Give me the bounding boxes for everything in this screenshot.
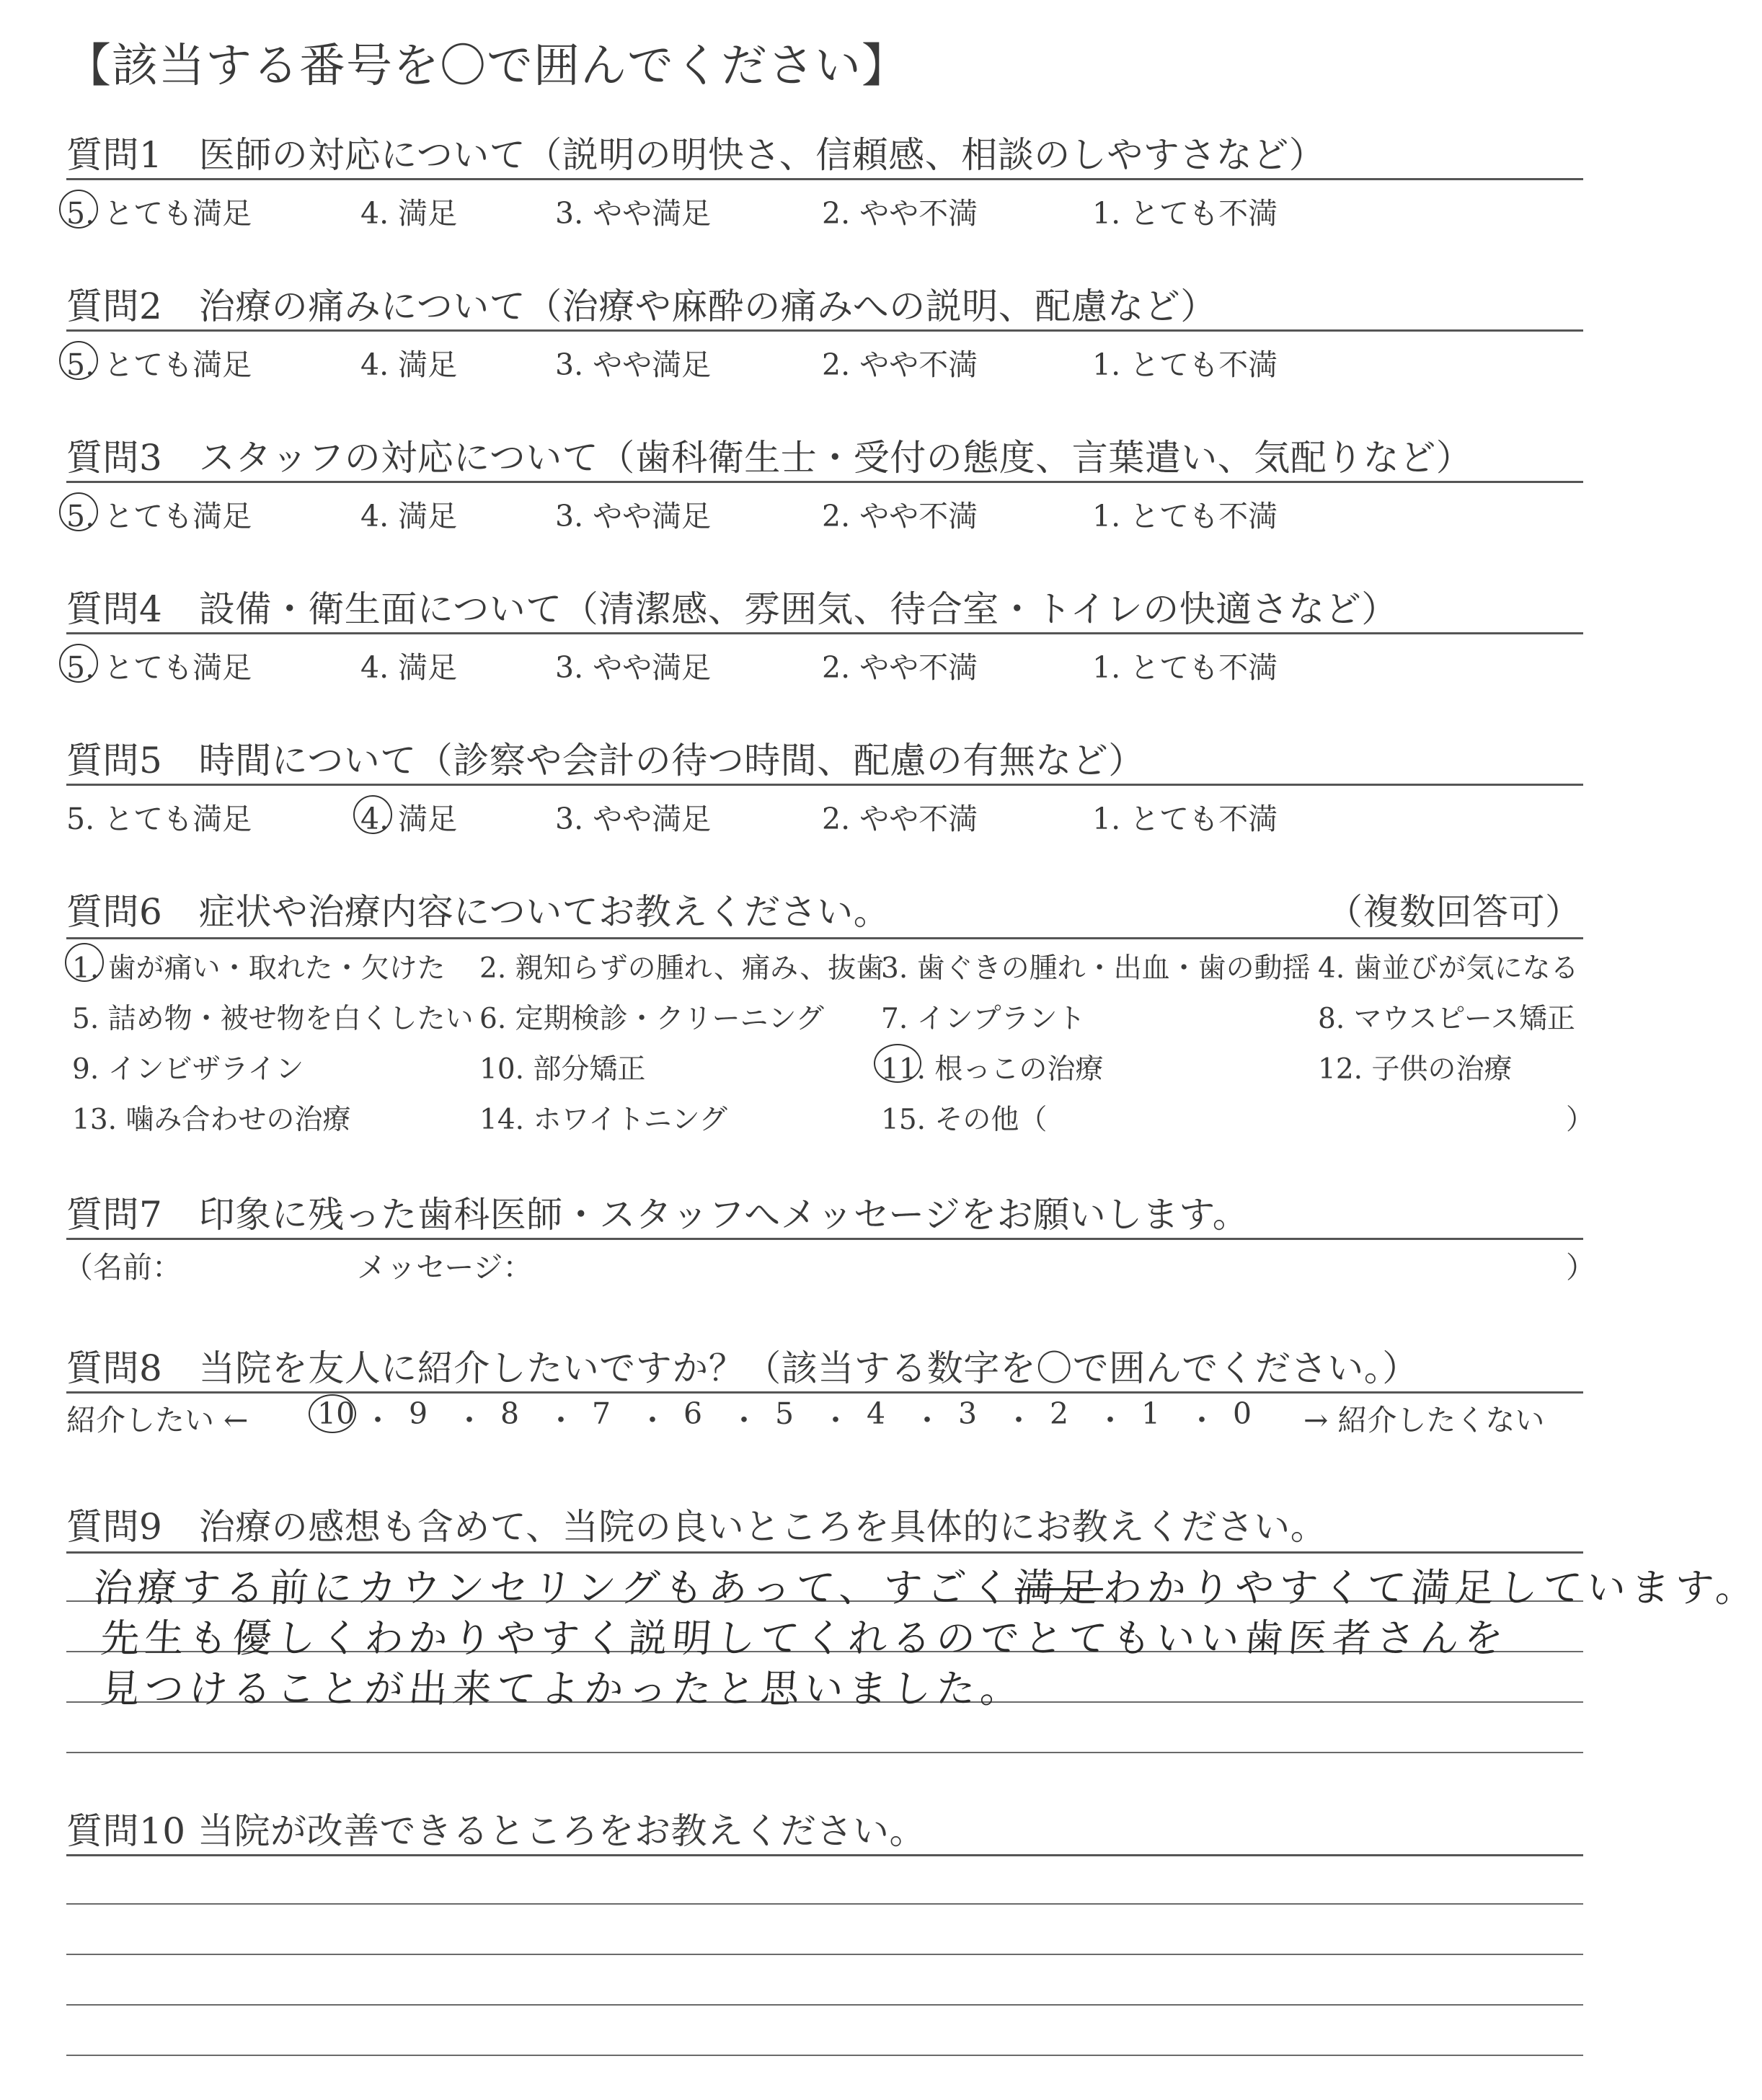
q4-title: 質問4 設備・衛生面について（清潔感、雰囲気、待合室・トイレの快適さなど）	[66, 588, 1398, 630]
q8-scale-7[interactable]: 7	[592, 1396, 611, 1431]
q3-option-4[interactable]: 4. 満足	[360, 499, 458, 533]
q8-selection-circle	[309, 1394, 356, 1433]
q8-scale-10[interactable]: 10	[317, 1396, 355, 1431]
q6-option-12[interactable]: 12. 子供の治療	[1318, 1053, 1513, 1086]
q9-answer-1a: 治療する前にカウンセリングもあって、すごく	[92, 1565, 1017, 1611]
q6-option-9[interactable]: 9. インビザライン	[72, 1053, 304, 1086]
q3-option-5[interactable]: 5. とても満足	[66, 499, 252, 533]
q6-option-2[interactable]: 2. 親知らずの腫れ、痛み、抜歯	[479, 952, 885, 985]
q10-rule	[66, 1854, 1583, 1856]
q1-option-5[interactable]: 5. とても満足	[66, 196, 252, 231]
q2-option-5[interactable]: 5. とても満足	[66, 347, 252, 382]
q2-rule	[66, 329, 1583, 332]
q6-option-5[interactable]: 5. 詰め物・被せ物を白くしたい	[72, 1003, 474, 1035]
q8-rule	[66, 1391, 1583, 1394]
q4-option-4[interactable]: 4. 満足	[360, 650, 458, 685]
q6-option-8[interactable]: 8. マウスピース矯正	[1318, 1003, 1575, 1035]
q8-scale-5[interactable]: 5	[775, 1396, 794, 1431]
q2-selection-circle	[59, 341, 98, 380]
q2-title: 質問2 治療の痛みについて（治療や麻酔の痛みへの説明、配慮など）	[66, 285, 1217, 327]
q2-option-3[interactable]: 3. やや満足	[555, 347, 712, 382]
q3-title: 質問3 スタッフの対応について（歯科衛生士・受付の態度、言葉遣い、気配りなど）	[66, 437, 1473, 479]
q4-option-2[interactable]: 2. やや不満	[822, 650, 978, 685]
q8-title: 質問8 当院を友人に紹介したいですか？（該当する数字を〇で囲んでください。）	[66, 1347, 1419, 1389]
q5-option-2[interactable]: 2. やや不満	[822, 802, 978, 836]
q8-scale-separator: ・	[729, 1403, 759, 1437]
q8-scale-9[interactable]: 9	[409, 1396, 428, 1431]
q7-rule	[66, 1238, 1583, 1240]
q6-selection-circle-1	[65, 943, 104, 982]
q6-option-1[interactable]: 1. 歯が痛い・取れた・欠けた	[72, 952, 446, 985]
q6-selection-circle-11	[874, 1044, 921, 1083]
q5-option-5[interactable]: 5. とても満足	[66, 802, 252, 836]
q8-scale-separator: ・	[1187, 1403, 1217, 1437]
q6-option-6[interactable]: 6. 定期検診・クリーニング	[479, 1003, 824, 1035]
q8-scale-separator: ・	[912, 1403, 942, 1437]
q10-line-1	[66, 1903, 1583, 1905]
q7-name-label: （名前：	[63, 1250, 182, 1285]
q6-other-close: ）	[1566, 1104, 1595, 1136]
q6-option-3[interactable]: 3. 歯ぐきの腫れ・出血・歯の動揺	[881, 952, 1311, 985]
q6-option-13[interactable]: 13. 噛み合わせの治療	[72, 1104, 351, 1136]
q6-title: 質問6 症状や治療内容についてお教えください。	[66, 891, 890, 933]
q4-option-5[interactable]: 5. とても満足	[66, 650, 252, 685]
q6-note: （複数回答可）	[1327, 891, 1582, 933]
q4-option-3[interactable]: 3. やや満足	[555, 650, 712, 685]
q5-rule	[66, 784, 1583, 786]
q1-rule	[66, 178, 1583, 180]
q1-selection-circle	[59, 190, 98, 229]
q9-title: 質問9 治療の感想も含めて、当院の良いところを具体的にお教えください。	[66, 1506, 1327, 1548]
q10-line-4	[66, 2055, 1583, 2056]
q8-scale-separator: ・	[820, 1403, 851, 1437]
q3-selection-circle	[59, 492, 98, 531]
q2-option-1[interactable]: 1. とても不満	[1092, 347, 1278, 382]
q1-option-4[interactable]: 4. 満足	[360, 196, 458, 231]
q5-selection-circle	[353, 795, 392, 834]
q7-title: 質問7 印象に残った歯科医師・スタッフへメッセージをお願いします。	[66, 1194, 1249, 1236]
q8-scale-3[interactable]: 3	[958, 1396, 978, 1431]
q8-right-label: → 紹介したくない	[1303, 1403, 1545, 1437]
q5-option-1[interactable]: 1. とても不満	[1092, 802, 1278, 836]
page-title: 【該当する番号を〇で囲んでください】	[65, 40, 908, 93]
q1-option-1[interactable]: 1. とても不満	[1092, 196, 1278, 231]
q7-close: ）	[1566, 1250, 1595, 1285]
q6-option-10[interactable]: 10. 部分矯正	[479, 1053, 646, 1086]
q3-option-2[interactable]: 2. やや不満	[822, 499, 978, 533]
q1-title: 質問1 医師の対応について（説明の明快さ、信頼感、相談のしやすさなど）	[66, 134, 1326, 176]
q8-scale-6[interactable]: 6	[683, 1396, 703, 1431]
q9-answer-1b: わかりやすくて満足しています。	[1101, 1565, 1761, 1611]
q1-option-2[interactable]: 2. やや不満	[822, 196, 978, 231]
q9-rule	[66, 1551, 1583, 1554]
q8-scale-0[interactable]: 0	[1233, 1396, 1252, 1431]
q8-scale-separator: ・	[363, 1403, 393, 1437]
q4-rule	[66, 632, 1583, 634]
q8-scale-1[interactable]: 1	[1141, 1396, 1161, 1431]
q10-line-2	[66, 1954, 1583, 1955]
q3-option-1[interactable]: 1. とても不満	[1092, 499, 1278, 533]
q9-answer-line-1	[92, 1557, 1761, 1613]
q5-title: 質問5 時間について（診察や会計の待つ時間、配慮の有無など）	[66, 740, 1145, 781]
q2-option-2[interactable]: 2. やや不満	[822, 347, 978, 382]
q8-scale-separator: ・	[1095, 1403, 1125, 1437]
q5-option-4[interactable]: 4. 満足	[360, 802, 458, 836]
q6-option-15[interactable]: 15. その他（	[881, 1104, 1048, 1136]
q8-scale-4[interactable]: 4	[867, 1396, 886, 1431]
q6-rule	[66, 937, 1583, 939]
q8-scale-separator: ・	[637, 1403, 668, 1437]
q8-scale-separator: ・	[1004, 1403, 1034, 1437]
q6-option-14[interactable]: 14. ホワイトニング	[479, 1104, 727, 1136]
q9-answer-line-2: 先生も優しくわかりやすく説明してくれるのでとてもいい歯医者さんを	[99, 1616, 1510, 1661]
q9-line-4	[66, 1752, 1583, 1753]
q3-rule	[66, 481, 1583, 483]
q3-option-3[interactable]: 3. やや満足	[555, 499, 712, 533]
q4-selection-circle	[59, 644, 98, 683]
q10-title: 質問10 当院が改善できるところをお教えください。	[66, 1810, 926, 1852]
q1-option-3[interactable]: 3. やや満足	[555, 196, 712, 231]
q6-option-4[interactable]: 4. 歯並びが気になる	[1318, 952, 1579, 985]
q4-option-1[interactable]: 1. とても不満	[1092, 650, 1278, 685]
q6-option-11[interactable]: 11. 根っこの治療	[881, 1053, 1104, 1086]
q8-scale-separator: ・	[546, 1403, 576, 1437]
q2-option-4[interactable]: 4. 満足	[360, 347, 458, 382]
q8-left-label: 紹介したい ←	[66, 1403, 249, 1437]
q9-answer-line-3: 見つけることが出来てよかったと思いました。	[99, 1666, 1026, 1711]
q8-scale-separator: ・	[454, 1403, 484, 1437]
q8-scale-2[interactable]: 2	[1050, 1396, 1069, 1431]
q10-line-3	[66, 2004, 1583, 2006]
q7-message-label: メッセージ：	[357, 1250, 533, 1285]
q9-answer-1-struck: 満足	[1013, 1565, 1105, 1611]
q6-option-7[interactable]: 7. インプラント	[881, 1003, 1086, 1035]
q8-scale-8[interactable]: 8	[500, 1396, 520, 1431]
q5-option-3[interactable]: 3. やや満足	[555, 802, 712, 836]
